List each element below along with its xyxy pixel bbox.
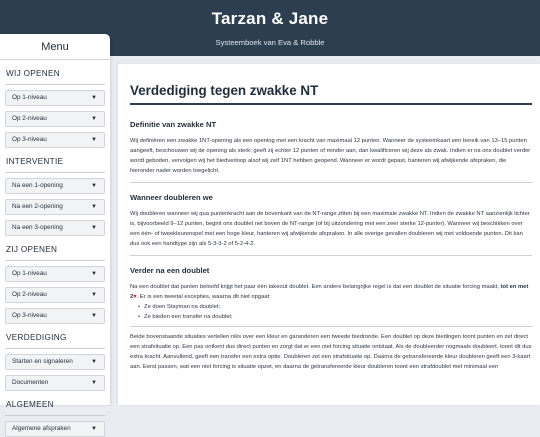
- section-divider: [130, 182, 532, 183]
- caret-down-icon: ▼: [91, 271, 97, 277]
- section-heading-definitie: Definitie van zwakke NT: [130, 120, 217, 129]
- menu-title: Menu: [0, 34, 110, 60]
- dropdown-label: Op 1-niveau: [12, 94, 47, 101]
- section-body-verder: [130, 282, 532, 302]
- dropdown-label: Na een 1-opening: [12, 182, 63, 189]
- site-title: Tarzan & Jane: [211, 9, 329, 28]
- caret-down-icon: ▼: [91, 183, 97, 189]
- dropdown-label: Na een 3-opening: [12, 224, 63, 231]
- dropdown-interventie-1[interactable]: [5, 178, 105, 194]
- dropdown-label: Op 3-niveau: [12, 312, 47, 319]
- section-divider: [130, 326, 532, 327]
- caret-down-icon: ▼: [91, 380, 97, 386]
- list-item: • Ze bieden een transfer na doublet;: [138, 312, 532, 322]
- caret-down-icon: ▼: [91, 204, 97, 210]
- dropdown-label: Op 3-niveau: [12, 136, 47, 143]
- section-title-verdediging: VERDEDIGING: [6, 333, 67, 342]
- sidebar-menu: [0, 34, 110, 432]
- section-body-verder-2: Beide bovenstaande situaties vertellen niks over een kleur en garanderen een tweede biedronde. Een doublet op deze biedingen toont punten en zet direct een strafsituatie op. Een pas ontkent dus direct punten en zorgt dat er een niet forcing situatie ontstaat. Als de doubleerder nogmaals doubleert, toont dit dus extra kracht. Aanvullend, geeft een transfer een extra optie. Doubleren zet een strafsituatie op. Daarna de getransfereerde kleur doubleren geeft een 3-kaart aan. Eerst passen, wat een niet forcing is situatie opzet, en daarna de getransfereerde kleur doubleren toont een strafdoublet met minimaal een: [130, 334, 532, 370]
- list-item: • Ze doen Stayman na doublet;: [138, 302, 532, 312]
- title-divider: [130, 103, 532, 105]
- dropdown-zij-openen-1[interactable]: [5, 266, 105, 282]
- section-divider: [5, 348, 105, 349]
- caret-down-icon: ▼: [91, 137, 97, 143]
- dropdown-wij-openen-3[interactable]: [5, 132, 105, 148]
- exceptions-list: [130, 302, 532, 322]
- section-divider: [5, 415, 105, 416]
- dropdown-zij-openen-3[interactable]: [5, 308, 105, 324]
- page-title: Verdediging tegen zwakke NT: [130, 83, 319, 98]
- section-title-interventie: INTERVENTIE: [6, 157, 64, 166]
- dropdown-label: Op 2-niveau: [12, 115, 47, 122]
- dropdown-verdediging-2[interactable]: [5, 375, 105, 391]
- caret-down-icon: ▼: [91, 116, 97, 122]
- main-content: [118, 64, 540, 405]
- article: [130, 64, 532, 372]
- section-divider: [130, 255, 532, 256]
- caret-down-icon: ▼: [91, 313, 97, 319]
- dropdown-label: Documenten: [12, 379, 49, 386]
- heart-suit-icon: ♥: [133, 294, 137, 300]
- body-text: . Er is een tweetal excepties, waarna dit niet opgaat:: [136, 294, 271, 300]
- section-title-wij-openen: WIJ OPENEN: [6, 69, 60, 78]
- body-text: Na een doublet dat punten beloofd krijgt het paar één takeout doublet. Een andere belangrijke regel is dat een doublet de situatie forcing maakt,: [130, 284, 501, 290]
- dropdown-label: Algemene afspraken: [12, 425, 71, 432]
- dropdown-label: Op 1-niveau: [12, 270, 47, 277]
- section-divider: [5, 260, 105, 261]
- caret-down-icon: ▼: [91, 292, 97, 298]
- caret-down-icon: ▼: [91, 426, 97, 432]
- dropdown-zij-openen-2[interactable]: [5, 287, 105, 303]
- section-body-wanneer: Wij doubleren wanneer wij qua puntenkracht aan de bovenkant van de NT-range zitten bij een maximale zwakke NT. Indien de zwakke NT aanzienlijk lichter is, bijvoorbeeld 9–12 punten, begint ons doublet net boven de NT-range (of bij uitzondering met een zeer sterke 12-punter). Wanneer wij beschikken over een één- of tweekleurenspel met een hoge kleur, hanteren wij afwijkende afspraken. In alle overige gevallen doubleren wij met voldoende punten. Dit kan dus ook een handtype zijn als 5-3-3-2 of 5-2-4-2.: [130, 211, 530, 247]
- site-subtitle: Systeemboek van Eva & Robble: [215, 38, 325, 47]
- dropdown-verdediging-1[interactable]: [5, 354, 105, 370]
- dropdown-label: Na een 2-opening: [12, 203, 63, 210]
- section-title-algemeen: ALGEMEEN: [6, 400, 54, 409]
- caret-down-icon: ▼: [91, 225, 97, 231]
- dropdown-interventie-2[interactable]: [5, 199, 105, 215]
- dropdown-label: Op 2-niveau: [12, 291, 47, 298]
- section-divider: [5, 84, 105, 85]
- caret-down-icon: ▼: [91, 359, 97, 365]
- dropdown-algemeen-1[interactable]: [5, 421, 105, 437]
- section-title-zij-openen: ZIJ OPENEN: [6, 245, 58, 254]
- body-bold-text: tot en met 2: [130, 284, 529, 300]
- section-heading-verder: Verder na een doublet: [130, 266, 210, 275]
- dropdown-wij-openen-2[interactable]: [5, 111, 105, 127]
- section-body-definitie: Wij definiëren een zwakke 1NT-opening als een opening met een kracht van maximaal 12 punten. Wanneer de systeemkaart een bereik van 13–15 punten aangeeft, beschouwen wij de opening als sterk; geeft zij echter 12 punten of minder aan, dan kwalificeren wij deze als zwak. Indien er na ons doublet verder wordt geboden, vervolgen wij het biedverloop alsof wij zelf 1NT hebben geopend. Wanneer er wordt gepast, hanteren wij afwijkende afspraken, die hieronder nader worden toegelicht.: [130, 138, 531, 174]
- dropdown-label: Starten en signaleren: [12, 358, 73, 365]
- caret-down-icon: ▼: [91, 95, 97, 101]
- section-divider: [5, 172, 105, 173]
- section-heading-wanneer: Wanneer doubleren we: [130, 193, 213, 202]
- dropdown-wij-openen-1[interactable]: [5, 90, 105, 106]
- dropdown-interventie-3[interactable]: [5, 220, 105, 236]
